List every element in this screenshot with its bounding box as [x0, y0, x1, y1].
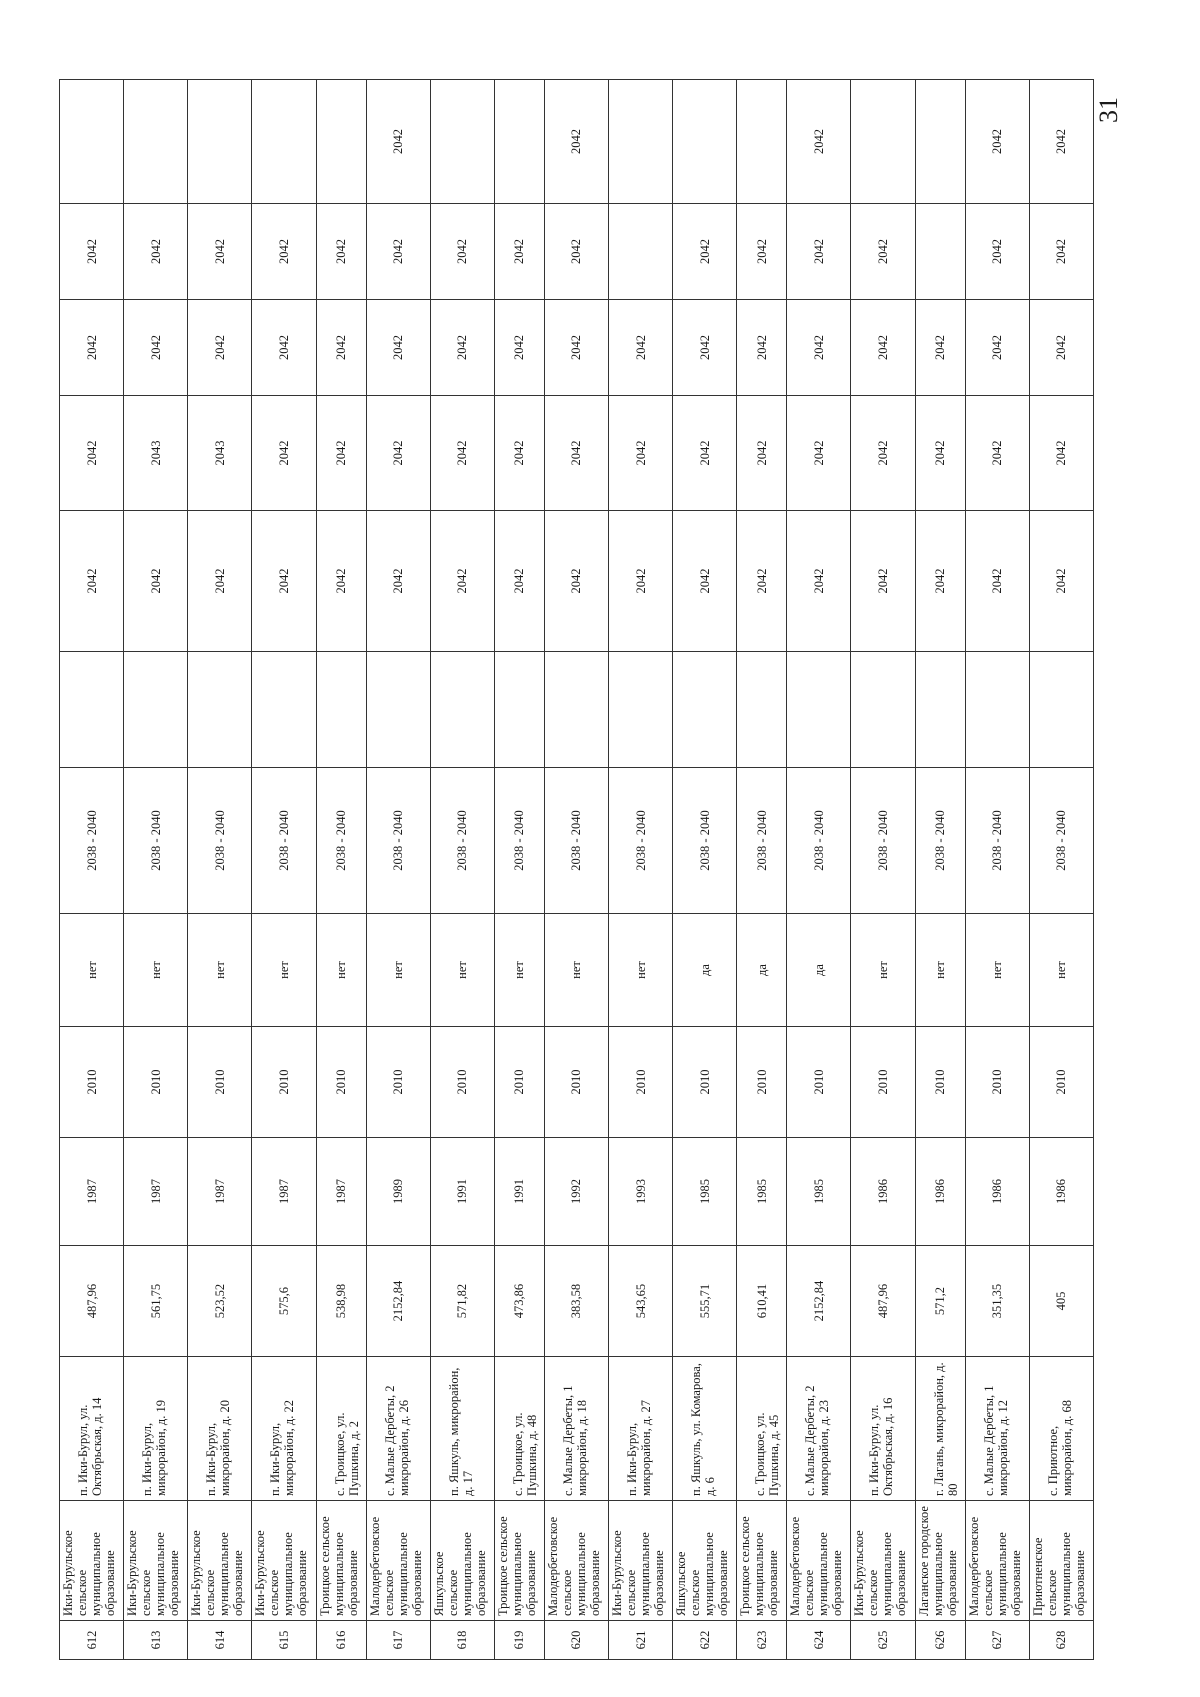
table-row — [494, 80, 544, 1660]
plan-cell: 2042 — [1029, 511, 1093, 652]
plan-cell: 2042 — [673, 511, 737, 652]
area-cell: 473,86 — [494, 1246, 544, 1357]
period-cell: 2038 - 2040 — [965, 768, 1029, 914]
flag-cell: да — [737, 914, 787, 1027]
table-row — [965, 80, 1029, 1660]
plan-cell: 2042 — [1029, 204, 1093, 300]
period-cell: 2038 - 2040 — [252, 768, 316, 914]
row-number: 622 — [673, 1621, 737, 1660]
plan-cell: 2042 — [544, 300, 608, 396]
row-number: 614 — [188, 1621, 252, 1660]
plan-cell: 2042 — [737, 300, 787, 396]
municipality-cell: Ики-Бурульское сельское муниципальное образование — [60, 1501, 124, 1621]
plan-cell — [673, 80, 737, 204]
plan-cell — [430, 80, 494, 204]
plan-cell — [915, 204, 965, 300]
plan-cell: 2042 — [1029, 300, 1093, 396]
plan-cell: 2042 — [544, 511, 608, 652]
plan-cell: 2042 — [316, 511, 366, 652]
plan-cell — [252, 80, 316, 204]
plan-cell: 2042 — [737, 396, 787, 511]
year-cell: 2010 — [316, 1027, 366, 1138]
area-cell: 405 — [1029, 1246, 1093, 1357]
flag-cell: нет — [851, 914, 915, 1027]
plan-cell: 2042 — [544, 204, 608, 300]
plan-cell: 2042 — [124, 300, 188, 396]
year-built-cell: 1985 — [737, 1138, 787, 1246]
table-row — [252, 80, 316, 1660]
year-cell: 2010 — [737, 1027, 787, 1138]
plan-cell: 2042 — [1029, 396, 1093, 511]
municipality-cell: Троицкое сельское муниципальное образование — [494, 1501, 544, 1621]
row-number: 628 — [1029, 1621, 1093, 1660]
plan-cell: 2043 — [188, 396, 252, 511]
address-cell: с. Троицкое, ул. Пушкина, д. 45 — [737, 1357, 787, 1501]
year-built-cell: 1987 — [124, 1138, 188, 1246]
municipality-cell: Приютненское сельское муниципальное образование — [1029, 1501, 1093, 1621]
row-number: 617 — [366, 1621, 430, 1660]
year-cell: 2010 — [851, 1027, 915, 1138]
area-cell: 487,96 — [851, 1246, 915, 1357]
flag-cell: нет — [316, 914, 366, 1027]
page-number: 31 — [1094, 97, 1123, 123]
plan-cell: 2042 — [915, 396, 965, 511]
address-cell: с. Троицкое, ул. Пушкина, д. 2 — [316, 1357, 366, 1501]
address-cell: п. Ики-Бурул, микрорайон, д. 19 — [124, 1357, 188, 1501]
plan-cell — [1029, 652, 1093, 768]
year-cell: 2010 — [608, 1027, 672, 1138]
period-cell: 2038 - 2040 — [787, 768, 851, 914]
year-cell: 2010 — [188, 1027, 252, 1138]
plan-cell — [851, 652, 915, 768]
table-row — [124, 80, 188, 1660]
year-built-cell: 1992 — [544, 1138, 608, 1246]
plan-cell — [124, 80, 188, 204]
table-row — [188, 80, 252, 1660]
year-built-cell: 1987 — [316, 1138, 366, 1246]
table-row — [1029, 80, 1093, 1660]
plan-cell — [316, 80, 366, 204]
plan-cell: 2042 — [252, 300, 316, 396]
area-cell: 561,75 — [124, 1246, 188, 1357]
plan-cell: 2042 — [252, 396, 316, 511]
plan-cell — [60, 80, 124, 204]
plan-cell — [673, 652, 737, 768]
plan-cell: 2042 — [787, 80, 851, 204]
row-number: 613 — [124, 1621, 188, 1660]
table-row — [787, 80, 851, 1660]
row-number: 627 — [965, 1621, 1029, 1660]
plan-cell: 2042 — [787, 511, 851, 652]
area-cell: 571,82 — [430, 1246, 494, 1357]
year-cell: 2010 — [1029, 1027, 1093, 1138]
plan-cell: 2042 — [544, 80, 608, 204]
row-number: 623 — [737, 1621, 787, 1660]
period-cell: 2038 - 2040 — [737, 768, 787, 914]
plan-cell: 2043 — [124, 396, 188, 511]
period-cell: 2038 - 2040 — [60, 768, 124, 914]
municipality-cell: Яшкульское сельское муниципальное образование — [673, 1501, 737, 1621]
table-row — [737, 80, 787, 1660]
plan-cell: 2042 — [965, 511, 1029, 652]
plan-cell: 2042 — [60, 396, 124, 511]
flag-cell: нет — [188, 914, 252, 1027]
plan-cell: 2042 — [673, 204, 737, 300]
table-row — [544, 80, 608, 1660]
plan-cell: 2042 — [366, 204, 430, 300]
plan-cell: 2042 — [316, 300, 366, 396]
plan-cell: 2042 — [188, 511, 252, 652]
plan-cell — [188, 80, 252, 204]
flag-cell: нет — [1029, 914, 1093, 1027]
year-cell: 2010 — [787, 1027, 851, 1138]
plan-cell: 2042 — [366, 80, 430, 204]
plan-cell — [608, 204, 672, 300]
address-cell: п. Ики-Бурул, ул. Октябрьская, д. 16 — [851, 1357, 915, 1501]
plan-cell — [737, 80, 787, 204]
address-cell: п. Ики-Бурул, микрорайон, д. 27 — [608, 1357, 672, 1501]
plan-cell: 2042 — [608, 396, 672, 511]
year-built-cell: 1993 — [608, 1138, 672, 1246]
plan-cell — [188, 652, 252, 768]
table-row — [366, 80, 430, 1660]
plan-cell: 2042 — [494, 204, 544, 300]
period-cell: 2038 - 2040 — [188, 768, 252, 914]
period-cell: 2038 - 2040 — [1029, 768, 1093, 914]
row-number: 621 — [608, 1621, 672, 1660]
municipality-cell: Ики-Бурульское сельское муниципальное образование — [851, 1501, 915, 1621]
row-number: 612 — [60, 1621, 124, 1660]
year-cell: 2010 — [430, 1027, 494, 1138]
plan-cell — [608, 652, 672, 768]
municipality-cell: Ики-Бурульское сельское муниципальное образование — [252, 1501, 316, 1621]
year-cell: 2010 — [124, 1027, 188, 1138]
table-body — [60, 80, 1094, 1660]
plan-cell: 2042 — [124, 511, 188, 652]
table-row — [851, 80, 915, 1660]
plan-cell — [494, 652, 544, 768]
area-cell: 555,71 — [673, 1246, 737, 1357]
flag-cell: нет — [965, 914, 1029, 1027]
row-number: 618 — [430, 1621, 494, 1660]
table-row — [430, 80, 494, 1660]
year-built-cell: 1991 — [494, 1138, 544, 1246]
year-built-cell: 1985 — [673, 1138, 737, 1246]
period-cell: 2038 - 2040 — [366, 768, 430, 914]
plan-cell — [608, 80, 672, 204]
year-built-cell: 1986 — [1029, 1138, 1093, 1246]
year-cell: 2010 — [544, 1027, 608, 1138]
plan-cell — [787, 652, 851, 768]
plan-cell: 2042 — [430, 396, 494, 511]
plan-cell: 2042 — [366, 300, 430, 396]
plan-cell: 2042 — [60, 511, 124, 652]
plan-cell — [915, 80, 965, 204]
plan-cell: 2042 — [965, 396, 1029, 511]
year-built-cell: 1986 — [915, 1138, 965, 1246]
area-cell: 610,41 — [737, 1246, 787, 1357]
plan-cell: 2042 — [188, 204, 252, 300]
area-cell: 571,2 — [915, 1246, 965, 1357]
year-cell: 2010 — [494, 1027, 544, 1138]
plan-cell — [366, 652, 430, 768]
municipality-cell: Лаганское городское муниципальное образование — [915, 1501, 965, 1621]
plan-cell: 2042 — [965, 204, 1029, 300]
plan-cell: 2042 — [60, 300, 124, 396]
address-cell: п. Ики-Бурул, микрорайон, д. 22 — [252, 1357, 316, 1501]
plan-cell: 2042 — [851, 300, 915, 396]
year-built-cell: 1987 — [188, 1138, 252, 1246]
year-built-cell: 1987 — [252, 1138, 316, 1246]
plan-cell: 2042 — [316, 396, 366, 511]
plan-cell: 2042 — [430, 511, 494, 652]
year-cell: 2010 — [366, 1027, 430, 1138]
period-cell: 2038 - 2040 — [544, 768, 608, 914]
table-row — [673, 80, 737, 1660]
period-cell: 2038 - 2040 — [915, 768, 965, 914]
table-row — [60, 80, 124, 1660]
flag-cell: нет — [252, 914, 316, 1027]
address-cell: с. Малые Дербеты, 1 микрорайон, д. 18 — [544, 1357, 608, 1501]
area-cell: 538,98 — [316, 1246, 366, 1357]
address-cell: с. Малые Дербеты, 2 микрорайон, д. 23 — [787, 1357, 851, 1501]
municipality-cell: Ики-Бурульское сельское муниципальное образование — [188, 1501, 252, 1621]
year-built-cell: 1985 — [787, 1138, 851, 1246]
plan-cell — [124, 652, 188, 768]
plan-cell: 2042 — [965, 300, 1029, 396]
plan-cell: 2042 — [673, 300, 737, 396]
municipality-cell: Троицкое сельское муниципальное образование — [737, 1501, 787, 1621]
plan-cell: 2042 — [430, 300, 494, 396]
plan-cell — [316, 652, 366, 768]
area-cell: 487,96 — [60, 1246, 124, 1357]
table-rotated-wrapper — [59, 80, 1094, 1660]
plan-cell: 2042 — [608, 511, 672, 652]
plan-cell: 2042 — [494, 396, 544, 511]
plan-cell — [252, 652, 316, 768]
municipality-cell: Ики-Бурульское сельское муниципальное образование — [608, 1501, 672, 1621]
year-cell: 2010 — [673, 1027, 737, 1138]
row-number: 626 — [915, 1621, 965, 1660]
table-row — [915, 80, 965, 1660]
period-cell: 2038 - 2040 — [494, 768, 544, 914]
municipality-cell: Ики-Бурульское сельское муниципальное образование — [124, 1501, 188, 1621]
plan-cell: 2042 — [915, 511, 965, 652]
address-cell: с. Малые Дербеты, 1 микрорайон, д. 12 — [965, 1357, 1029, 1501]
plan-cell — [544, 652, 608, 768]
plan-cell: 2042 — [124, 204, 188, 300]
plan-cell: 2042 — [851, 396, 915, 511]
address-cell: с. Приютное, микрорайон, д. 68 — [1029, 1357, 1093, 1501]
plan-cell: 2042 — [494, 511, 544, 652]
flag-cell: нет — [430, 914, 494, 1027]
year-built-cell: 1989 — [366, 1138, 430, 1246]
year-built-cell: 1987 — [60, 1138, 124, 1246]
plan-cell: 2042 — [851, 511, 915, 652]
plan-cell: 2042 — [787, 204, 851, 300]
address-cell: с. Малые Дербеты, 2 микрорайон, д. 26 — [366, 1357, 430, 1501]
plan-cell: 2042 — [366, 396, 430, 511]
municipality-cell: Малодербетовское сельское муниципальное образование — [787, 1501, 851, 1621]
table-row — [608, 80, 672, 1660]
flag-cell: нет — [608, 914, 672, 1027]
municipality-cell: Малодербетовское сельское муниципальное образование — [965, 1501, 1029, 1621]
plan-cell: 2042 — [494, 300, 544, 396]
period-cell: 2038 - 2040 — [430, 768, 494, 914]
area-cell: 523,52 — [188, 1246, 252, 1357]
table-row — [316, 80, 366, 1660]
row-number: 625 — [851, 1621, 915, 1660]
year-cell: 2010 — [60, 1027, 124, 1138]
plan-cell: 2042 — [60, 204, 124, 300]
flag-cell: да — [673, 914, 737, 1027]
plan-cell — [915, 652, 965, 768]
municipality-cell: Малодербетовское сельское муниципальное образование — [366, 1501, 430, 1621]
plan-cell: 2042 — [915, 300, 965, 396]
plan-cell: 2042 — [673, 396, 737, 511]
plan-cell: 2042 — [188, 300, 252, 396]
area-cell: 383,58 — [544, 1246, 608, 1357]
plan-cell: 2042 — [965, 80, 1029, 204]
period-cell: 2038 - 2040 — [608, 768, 672, 914]
period-cell: 2038 - 2040 — [851, 768, 915, 914]
address-cell: п. Ики-Бурул, ул. Октябрьская, д. 14 — [60, 1357, 124, 1501]
row-number: 620 — [544, 1621, 608, 1660]
address-cell: г. Лагань, микрорайон, д. 80 — [915, 1357, 965, 1501]
address-cell: п. Ики-Бурул, микрорайон, д. 20 — [188, 1357, 252, 1501]
area-cell: 543,65 — [608, 1246, 672, 1357]
flag-cell: нет — [124, 914, 188, 1027]
buildings-table — [59, 79, 1094, 1660]
plan-cell — [494, 80, 544, 204]
plan-cell: 2042 — [851, 204, 915, 300]
plan-cell: 2042 — [1029, 80, 1093, 204]
year-cell: 2010 — [965, 1027, 1029, 1138]
flag-cell: нет — [544, 914, 608, 1027]
flag-cell: нет — [366, 914, 430, 1027]
year-cell: 2010 — [252, 1027, 316, 1138]
row-number: 615 — [252, 1621, 316, 1660]
flag-cell: нет — [915, 914, 965, 1027]
address-cell: п. Яшкуль, микрорайон, д. 17 — [430, 1357, 494, 1501]
municipality-cell: Малодербетовское сельское муниципальное образование — [544, 1501, 608, 1621]
plan-cell: 2042 — [252, 511, 316, 652]
row-number: 616 — [316, 1621, 366, 1660]
year-built-cell: 1986 — [965, 1138, 1029, 1246]
plan-cell: 2042 — [316, 204, 366, 300]
municipality-cell: Троицкое сельское муниципальное образование — [316, 1501, 366, 1621]
plan-cell — [965, 652, 1029, 768]
address-cell: п. Яшкуль, ул. Комарова, д. 6 — [673, 1357, 737, 1501]
plan-cell: 2042 — [787, 396, 851, 511]
address-cell: с. Троицкое, ул. Пушкина, д. 48 — [494, 1357, 544, 1501]
row-number: 624 — [787, 1621, 851, 1660]
flag-cell: нет — [494, 914, 544, 1027]
plan-cell — [851, 80, 915, 204]
area-cell: 2152,84 — [787, 1246, 851, 1357]
municipality-cell: Яшкульское сельское муниципальное образование — [430, 1501, 494, 1621]
year-built-cell: 1991 — [430, 1138, 494, 1246]
plan-cell: 2042 — [787, 300, 851, 396]
plan-cell — [737, 652, 787, 768]
plan-cell: 2042 — [608, 300, 672, 396]
period-cell: 2038 - 2040 — [124, 768, 188, 914]
year-built-cell: 1986 — [851, 1138, 915, 1246]
plan-cell: 2042 — [737, 204, 787, 300]
plan-cell: 2042 — [544, 396, 608, 511]
plan-cell: 2042 — [430, 204, 494, 300]
area-cell: 575,6 — [252, 1246, 316, 1357]
plan-cell — [60, 652, 124, 768]
plan-cell: 2042 — [366, 511, 430, 652]
year-cell: 2010 — [915, 1027, 965, 1138]
period-cell: 2038 - 2040 — [316, 768, 366, 914]
period-cell: 2038 - 2040 — [673, 768, 737, 914]
area-cell: 351,35 — [965, 1246, 1029, 1357]
row-number: 619 — [494, 1621, 544, 1660]
plan-cell — [430, 652, 494, 768]
plan-cell: 2042 — [737, 511, 787, 652]
plan-cell: 2042 — [252, 204, 316, 300]
flag-cell: да — [787, 914, 851, 1027]
area-cell: 2152,84 — [366, 1246, 430, 1357]
flag-cell: нет — [60, 914, 124, 1027]
